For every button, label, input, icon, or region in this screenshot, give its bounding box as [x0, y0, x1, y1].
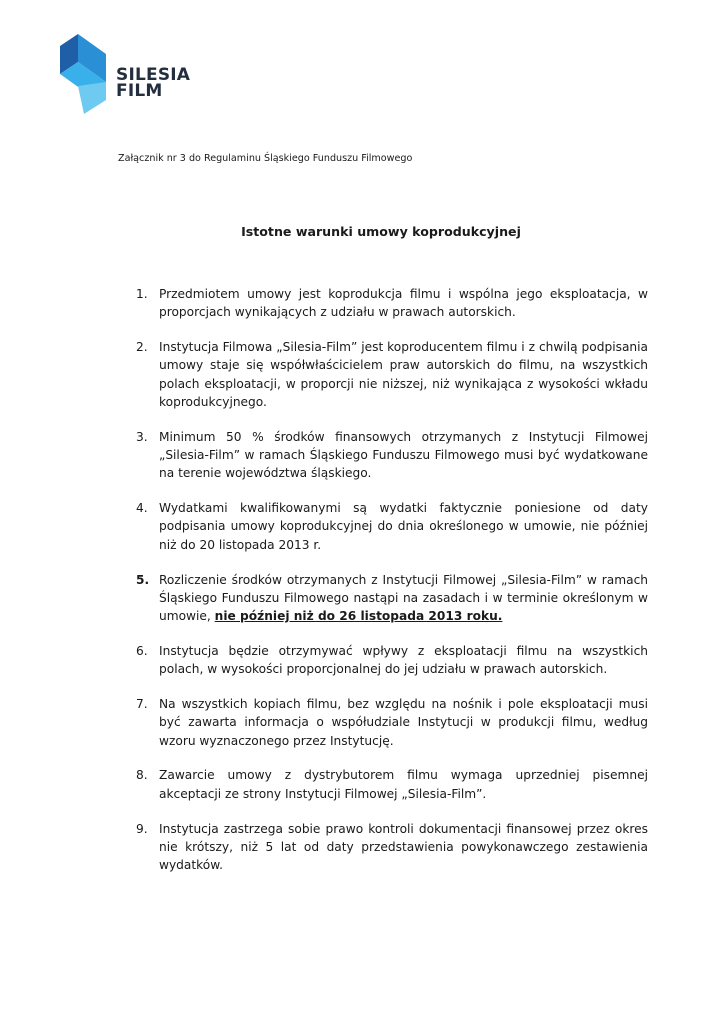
item-text: Zawarcie umowy z dystrybutorem filmu wymaga uprzedniej pisemnej akceptacji ze strony Instytucji Filmowej „Silesia-Film”. — [159, 768, 648, 801]
item-text: Minimum 50 % środków finansowych otrzymanych z Instytucji Filmowej „Silesia-Film” w ramach Śląskiego Funduszu Filmowego musi być wydatkowane na terenie województwa śląskiego. — [159, 429, 648, 481]
attachment-note: Załącznik nr 3 do Regulaminu Śląskiego Funduszu Filmowego — [118, 153, 413, 164]
list-item — [136, 695, 648, 750]
logo-line-2: FILM — [116, 81, 163, 101]
item-text: Przedmiotem umowy jest koprodukcja filmu i wspólna jego eksploatacja, w proporcjach wynikających z udziału w prawach autorskich. — [159, 287, 648, 320]
item-text: Rozliczenie środków otrzymanych z Instytucji Filmowej „Silesia-Film” w ramach Śląskiego Funduszu Filmowego nastąpi na zasadach i w terminie określonym w umowie, — [159, 572, 648, 624]
logo-wordmark — [116, 67, 190, 99]
item-number: 2. — [136, 340, 148, 355]
item-text: Instytucja Filmowa „Silesia-Film” jest koproducentem filmu i z chwilą podpisania umowy staje się współwłaścicielem praw autorskich do filmu, na wszystkich polach eksploatacji, w proporcji nie niższej, niż wynikająca z wysokości wkładu koprodukcyjnego. — [159, 340, 648, 409]
list-item — [136, 571, 648, 626]
item-number: 8. — [136, 768, 148, 783]
item-text: Instytucja zastrzega sobie prawo kontroli dokumentacji finansowej przez okres nie krótszy, niż 5 lat od daty przedstawienia powykonawczego zestawienia wydatków. — [159, 821, 648, 873]
item-text: Instytucja będzie otrzymywać wpływy z eksploatacji filmu na wszystkich polach, w wysokości proporcjonalnej do jej udziału w prawach autorskich. — [159, 643, 648, 677]
item-text: Na wszystkich kopiach filmu, bez względu na nośnik i pole eksploatacji musi być zawarta informacja o współudziale Instytucji w produkcji filmu, według wzoru wyznaczonego przez Instytucję. — [159, 697, 648, 748]
item-number: 6. — [136, 643, 148, 658]
item-number: 7. — [136, 697, 148, 712]
list-item — [136, 338, 648, 411]
terms-list — [136, 285, 648, 891]
item-number: 1. — [136, 287, 148, 301]
list-item — [136, 820, 648, 875]
item-number: 9. — [136, 821, 148, 836]
item-number: 5. — [136, 572, 150, 587]
list-item — [136, 766, 648, 803]
item-text: Wydatkami kwalifikowanymi są wydatki faktycznie poniesione od daty podpisania umowy koprodukcyjnej do dnia określonego w umowie, nie później niż do 20 listopada 2013 r. — [159, 501, 648, 552]
item-number: 4. — [136, 501, 148, 516]
list-item — [136, 285, 648, 322]
item-number: 3. — [136, 429, 148, 444]
logo-mark-icon — [60, 34, 112, 116]
list-item — [136, 499, 648, 554]
document-title: Istotne warunki umowy koprodukcyjnej — [241, 224, 521, 239]
list-item — [136, 642, 648, 679]
item-emphasis: nie później niż do 26 listopada 2013 roku. — [214, 609, 503, 624]
silesia-film-logo — [60, 34, 200, 116]
list-item — [136, 428, 648, 483]
logo-line-1: SILESIA — [116, 65, 191, 85]
